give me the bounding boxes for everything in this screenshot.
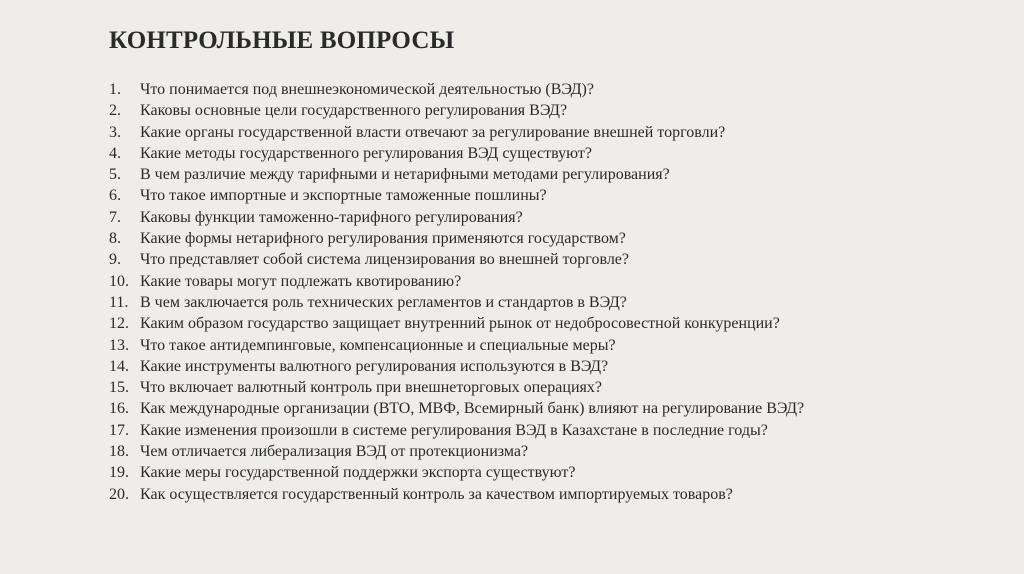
question-number: 17. [109,421,129,439]
question-text: Что понимается под внешнеэкономической деятельностью (ВЭД)? [140,81,594,98]
question-text: Что такое импортные и экспортные таможенные пошлины? [140,187,547,205]
question-number: 14. [109,357,129,375]
question-item [109,79,804,100]
question-number: 7. [109,208,121,226]
question-item [109,164,804,185]
question-item [109,271,804,292]
question-item [109,185,804,206]
question-item [109,249,804,270]
question-number: 9. [109,251,121,269]
question-number: 3. [109,123,121,141]
question-item [109,228,804,249]
question-text: В чем заключается роль технических регламентов и стандартов в ВЭД? [140,293,627,311]
question-text: Какие формы нетарифного регулирования применяются государством? [140,230,626,248]
question-text: Каким образом государство защищает внутренний рынок от недобросовестной конкуренции? [140,315,780,333]
question-number: 13. [109,336,129,354]
question-item [109,441,804,462]
question-text: Какие методы государственного регулирования ВЭД существуют? [140,144,592,162]
question-text: Какие инструменты валютного регулирования используются в ВЭД? [140,357,609,375]
question-item [109,122,804,143]
question-text: Какие органы государственной власти отвечают за регулирование внешней торговли? [140,123,726,141]
question-item [109,335,804,356]
question-list [109,79,804,505]
question-item [109,292,804,313]
question-number: 18. [109,443,129,461]
question-number: 12. [109,315,129,333]
question-item [109,356,804,377]
question-number: 6. [109,187,121,205]
question-text: Как осуществляется государственный контроль за качеством импортируемых товаров? [140,485,733,503]
question-item [109,377,804,398]
question-item [109,313,804,334]
question-number: 20. [109,485,129,503]
slide-title: КОНТРОЛЬНЫЕ ВОПРОСЫ [109,27,455,54]
question-item [109,100,804,121]
question-item [109,484,804,505]
question-text: Какие меры государственной поддержки экспорта существуют? [140,464,576,482]
question-number: 11. [109,293,129,311]
question-item [109,462,804,483]
question-number: 5. [109,166,121,184]
question-item [109,420,804,441]
question-number: 15. [109,379,129,397]
question-text: Что представляет собой система лицензирования во внешней торговле? [140,251,629,269]
question-number: 16. [109,400,129,418]
question-number: 2. [109,102,121,120]
question-text: Что включает валютный контроль при внешнеторговых операциях? [140,379,602,397]
question-number: 4. [109,144,121,162]
question-number: 10. [109,272,129,290]
question-item [109,398,804,419]
question-text: Чем отличается либерализация ВЭД от протекционизма? [140,443,529,461]
question-number: 8. [109,230,121,248]
question-item [109,143,804,164]
question-text: В чем различие между тарифными и нетарифными методами регулирования? [140,166,670,184]
question-item [109,207,804,228]
question-text: Какие изменения произошли в системе регулирования ВЭД в Казахстане в последние годы? [140,421,768,439]
question-text: Какие товары могут подлежать квотированию? [140,272,462,290]
question-text: Каковы основные цели государственного регулирования ВЭД? [140,102,568,120]
question-text: Что такое антидемпинговые, компенсационные и специальные меры? [140,336,616,354]
question-number: 19. [109,464,129,482]
question-text: Как международные организации (ВТО, МВФ, Всемирный банк) влияют на регулирование ВЭД? [140,400,805,418]
question-text: Каковы функции таможенно-тарифного регулирования? [140,208,523,226]
question-number: 1. [109,81,121,98]
